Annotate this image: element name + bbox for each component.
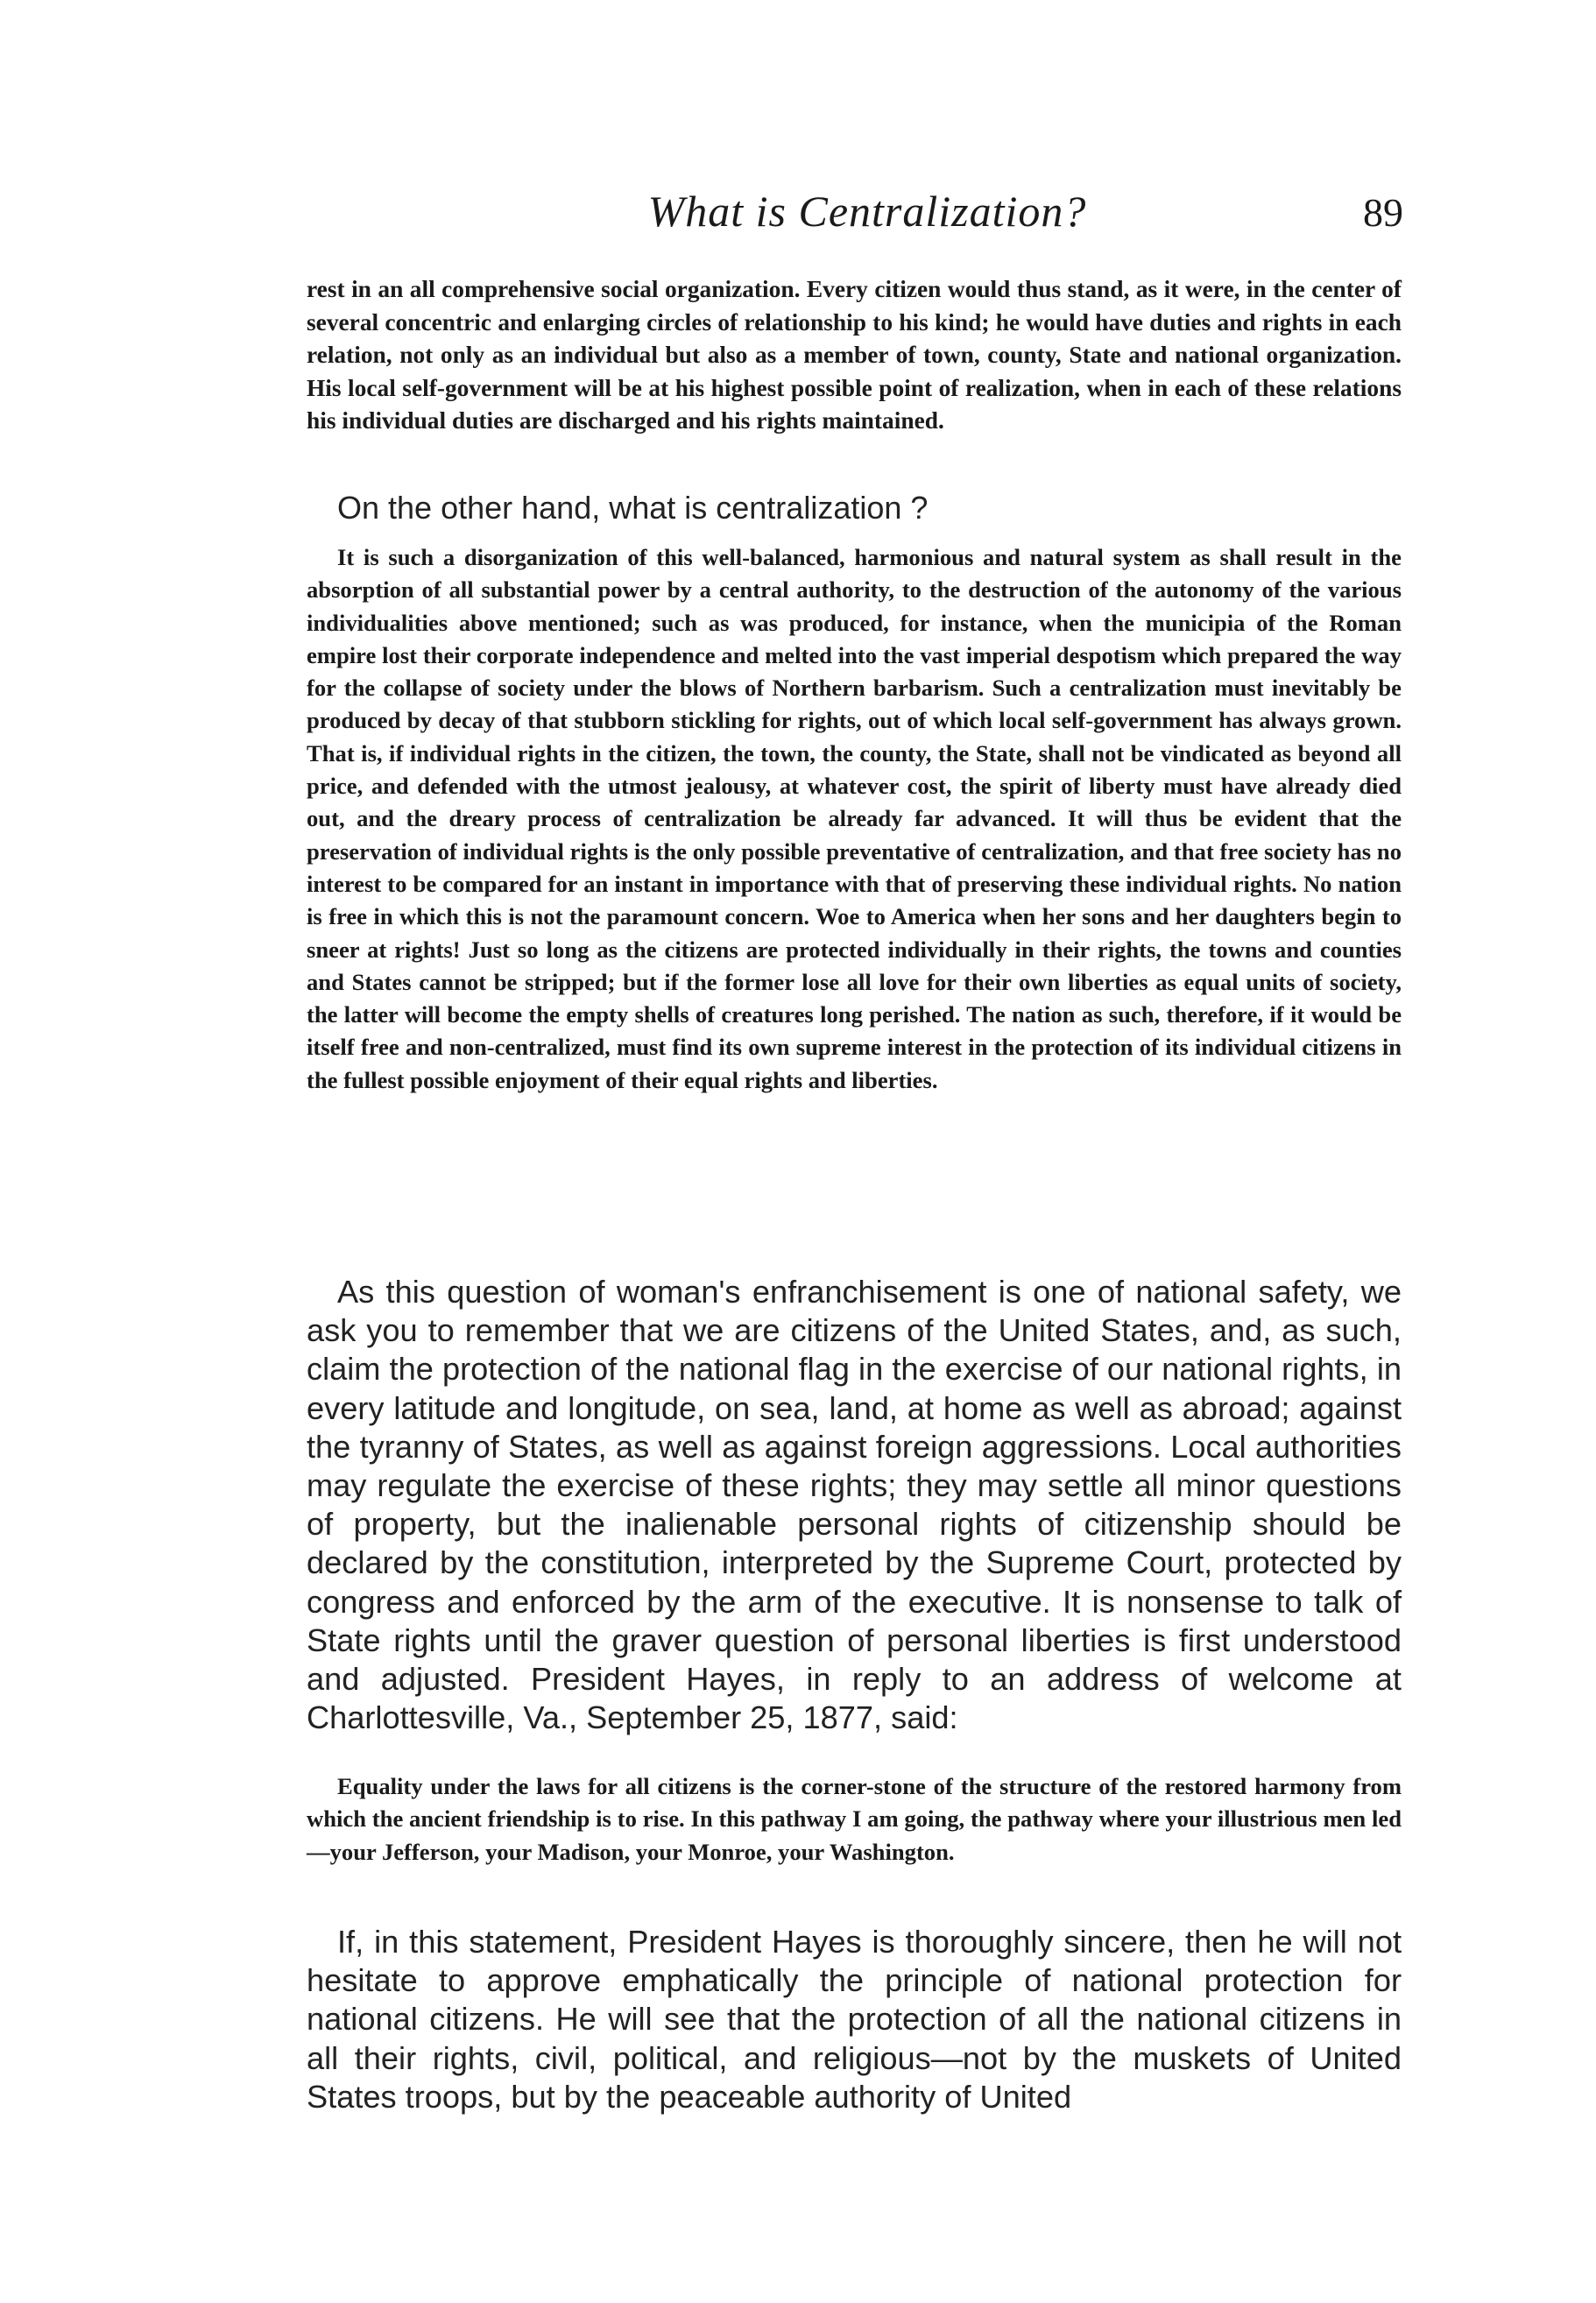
- hayes-quote-block: [307, 1770, 1402, 1869]
- quoted-passage-block: [307, 541, 1402, 1097]
- paragraph-2: It is such a disorganization of this well-balanced, harmonious and natural system as shall result in the absorption of all substantial power by a central authority, to the destruction of the autonomy of the various individualities above mentioned; such as was produced, for instance, when the municipia of the Roman empire lost their corporate independence and melted into the vast imperial despotism which prepared the way for the collapse of society under the blows of Northern barbarism. Such a centralization must inevitably be produced by decay of that stubborn stickling for rights, out of which local self-government has always grown. That is, if individual rights in the citizen, the town, the county, the State, shall not be vindicated as beyond all price, and defended with the utmost jealousy, at whatever cost, the spirit of liberty must have already died out, and the dreary process of centralization be already far advanced. It will thus be evident that the preservation of individual rights is the only possible preventative of centralization, and that free society has no interest to be compared for an instant in importance with that of preserving these individual rights. No nation is free in which this is not the paramount concern. Woe to America when her sons and her daughters begin to sneer at rights! Just so long as the citizens are protected individually in their rights, the towns and counties and States cannot be stripped; but if the former lose all love for their own liberties as equal units of society, the latter will become the empty shells of creatures long perished. The nation as such, therefore, if it would be itself free and non-centralized, must find its own supreme interest in the protection of its individual citizens in the fullest possible enjoyment of their equal rights and liberties.: [307, 544, 1402, 1093]
- hayes-quote: Equality under the laws for all citizens is the corner-stone of the structure of the restored harmony from which the ancient friendship is to rise. In this pathway I am going, the pathway where your illustrious men led—your Jefferson, your Madison, your Monroe, your Washington.: [307, 1773, 1402, 1865]
- paragraph-3: As this question of woman's enfranchisement is one of national safety, we ask you to remember that we are citizens of the United States, and, as such, claim the protection of the national flag in the exercise of our national rights, in every latitude and longitude, on sea, land, at home as well as abroad; against the tyranny of States, as well as against foreign aggressions. Local authorities may regulate the exercise of these rights; they may settle all minor questions of property, but the inalienable personal rights of citizenship should be declared by the constitution, interpreted by the Supreme Court, protected by congress and enforced by the arm of the executive. It is nonsense to talk of State rights until the graver question of personal liberties is first understood and adjusted. President Hayes, in reply to an address of welcome at Charlottesville, Va., September 25, 1877, said:: [307, 1274, 1402, 1736]
- question-heading: On the other hand, what is centralization ?: [337, 490, 929, 526]
- paragraph-4: If, in this statement, President Hayes is thoroughly sincere, then he will not hesitate to approve emphatically the principle of national protection for national citizens. He will see that the protection of all the national citizens in all their rights, civil, political, and religious—not by the muskets of United States troops, but by the peaceable authority of United: [307, 1924, 1402, 2115]
- closing-paragraph-block: [307, 1923, 1402, 2116]
- page-header: [307, 186, 1428, 256]
- page-number: 89: [1363, 190, 1403, 235]
- running-title: What is Centralization?: [647, 187, 1087, 236]
- paragraph-continued: [307, 273, 1402, 438]
- main-paragraph-block: [307, 1273, 1402, 1737]
- paragraph-1: rest in an all comprehensive social organization. Every citizen would thus stand, as it were, in the center of several concentric and enlarging circles of relationship to his kind; he would have duties and rights in each relation, not only as an individual but also as a member of town, county, State and national organization. His local self-government will be at his highest possible point of realization, when in each of these relations his individual duties are discharged and his rights maintained.: [307, 276, 1402, 434]
